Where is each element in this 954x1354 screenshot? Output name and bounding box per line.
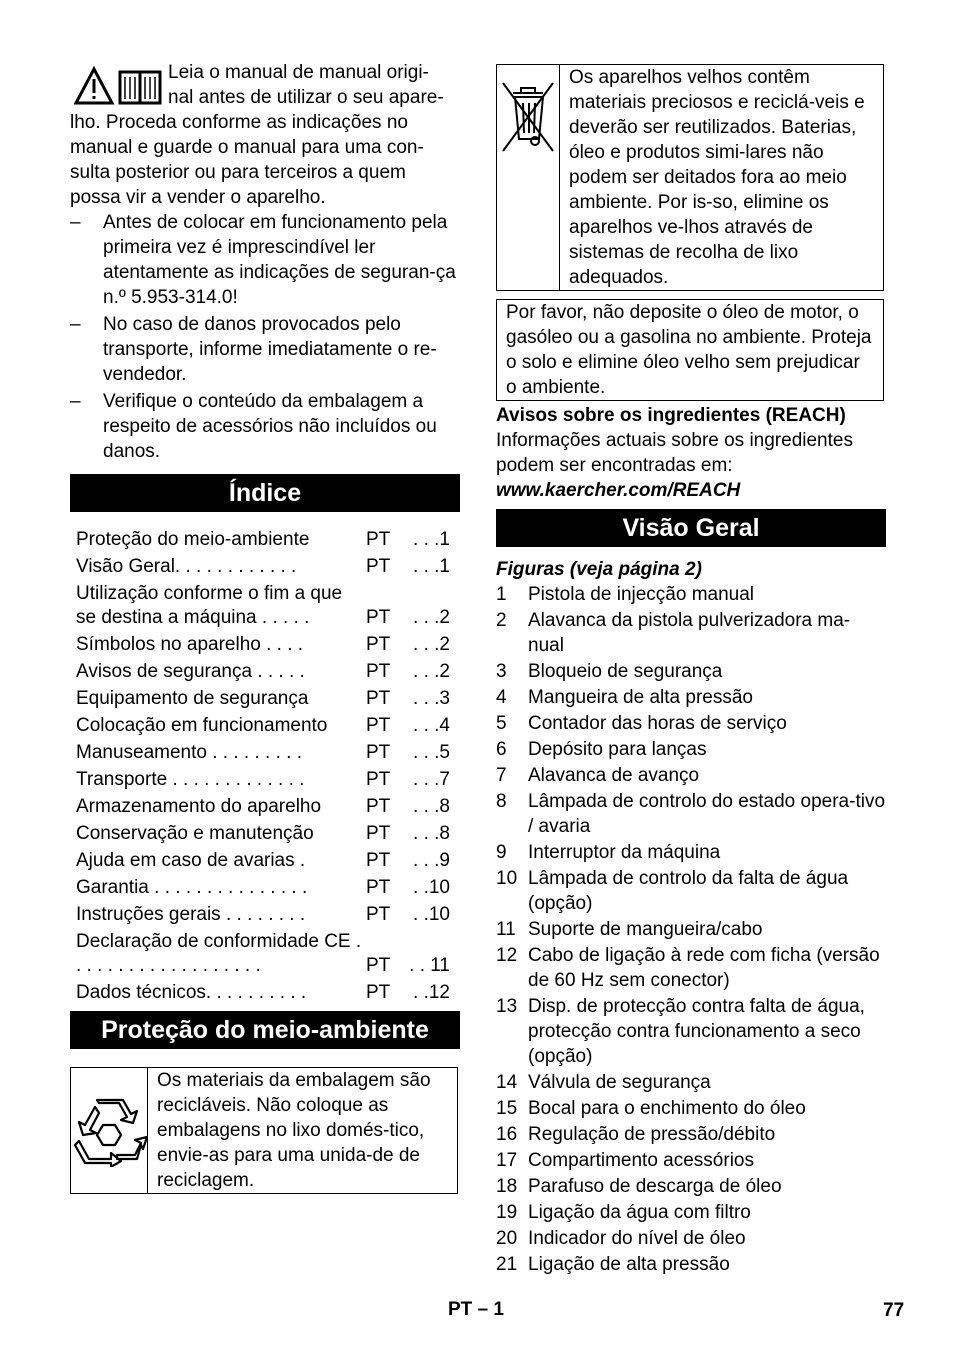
indice-heading: Índice — [70, 474, 460, 512]
toc-title: Instruções gerais . . . . . . . . — [76, 904, 306, 925]
toc-lang: PT — [366, 661, 391, 682]
toc-row[interactable] — [76, 903, 460, 927]
left-column — [70, 60, 460, 1194]
list-item: 16 Regulação de pressão/débito — [496, 1124, 776, 1145]
toc-row[interactable] — [76, 981, 460, 1005]
toc-title: Dados técnicos. . . . . . . . . . — [76, 982, 307, 1003]
toc-row[interactable] — [76, 714, 460, 738]
list-item: 18 Parafuso de descarga de óleo — [496, 1176, 782, 1197]
toc-page: . .10 — [413, 904, 450, 925]
toc-page: . .12 — [413, 982, 450, 1003]
toc-title: Utilização conforme o fim a que se destina a máquina . . . . . — [76, 583, 343, 628]
list-item: 4 Mangueira de alta pressão — [496, 687, 753, 708]
toc-lang: PT — [366, 955, 391, 976]
toc-title: Declaração de conformidade CE . . . . . . . . . . . . . . . . . . . — [76, 931, 362, 976]
toc-page: . . .3 — [413, 688, 450, 709]
intro-text: lho. Proceda conforme as indicações no manual e guarde o manual para uma con-sulta posterior ou para terceiros a quem possa vir a vender o aparelho. — [70, 112, 424, 208]
list-item: 15 Bocal para o enchimento do óleo — [496, 1098, 806, 1119]
toc-page: . .10 — [413, 877, 450, 898]
toc-title: Manuseamento . . . . . . . . . — [76, 742, 302, 763]
intro-line-1: Leia o manual de manual origi- — [168, 62, 429, 83]
toc-row[interactable] — [76, 849, 460, 873]
toc-title: Conservação e manutenção — [76, 823, 314, 844]
list-item: 5 Contador das horas de serviço — [496, 713, 787, 734]
toc-lang: PT — [366, 823, 391, 844]
list-item: – Verifique o conteúdo da embalagem a respeito de acessórios não incluídos ou danos. — [70, 389, 460, 464]
toc-lang: PT — [366, 982, 391, 1003]
toc-lang: PT — [366, 715, 391, 736]
toc-page: . . .2 — [413, 607, 450, 628]
reach-title: Avisos sobre os ingredientes (REACH) — [496, 405, 846, 426]
oil-notice: Por favor, não deposite o óleo de motor, o gasóleo ou a gasolina no ambiente. Proteja o solo e elimine óleo velho sem prejudicar o ambiente. — [496, 299, 884, 401]
toc-page: . . .2 — [413, 634, 450, 655]
toc-title: Garantia . . . . . . . . . . . . . . . — [76, 877, 308, 898]
toc-page: . . .9 — [413, 850, 450, 871]
toc-row[interactable] — [76, 876, 460, 900]
weee-notice — [496, 64, 884, 291]
figures-caption: Figuras (veja página 2) — [496, 559, 702, 580]
toc-lang: PT — [366, 529, 391, 550]
toc-lang: PT — [366, 796, 391, 817]
list-item: 11 Suporte de mangueira/cabo — [496, 919, 763, 940]
toc-row[interactable] — [76, 822, 460, 846]
list-item: 9 Interruptor da máquina — [496, 842, 721, 863]
toc-row[interactable] — [76, 741, 460, 765]
toc-title: Proteção do meio-ambiente — [76, 529, 310, 550]
components-list — [496, 582, 886, 1277]
toc-page: . . .7 — [413, 769, 450, 790]
list-item: 1 Pistola de injecção manual — [496, 584, 755, 605]
page-number: 77 — [883, 1300, 905, 1321]
list-item: 20 Indicador do nível de óleo — [496, 1228, 746, 1249]
table-of-contents — [70, 528, 460, 1005]
toc-title: Equipamento de segurança — [76, 688, 309, 709]
toc-row[interactable] — [76, 768, 460, 792]
recycle-text: Os materiais da embalagem são recicláveis. Não coloque as embalagens no lixo domés-tico, envie-as para uma unida-de de reciclagem. — [157, 1070, 431, 1191]
toc-title: Colocação em funcionamento — [76, 715, 328, 736]
list-item: 21 Ligação de alta pressão — [496, 1254, 730, 1275]
recycle-notice — [70, 1067, 458, 1194]
toc-title: Avisos de segurança . . . . . — [76, 661, 305, 682]
list-item: – No caso de danos provocados pelo transporte, informe imediatamente o re-vendedor. — [70, 312, 460, 387]
toc-page: . . .2 — [413, 661, 450, 682]
toc-page: . . .4 — [413, 715, 450, 736]
list-item: 3 Bloqueio de segurança — [496, 661, 723, 682]
reach-link[interactable]: www.kaercher.com/REACH — [496, 480, 741, 501]
toc-title: Visão Geral. . . . . . . . . . . . — [76, 556, 297, 577]
list-item: 14 Válvula de segurança — [496, 1072, 711, 1093]
intro-block — [70, 60, 460, 464]
crossed-bin-icon — [497, 79, 559, 155]
toc-lang: PT — [366, 688, 391, 709]
list-item: 6 Depósito para lanças — [496, 739, 707, 760]
footer-section-label: PT – 1 — [448, 1299, 504, 1320]
toc-row[interactable] — [76, 555, 460, 579]
list-item: – Antes de colocar em funcionamento pela primeira vez é imprescindível ler atentamente as indicações de seguran-ça n.º 5.953-314.0! — [70, 210, 460, 310]
visao-heading: Visão Geral — [496, 509, 886, 547]
toc-page: . . .1 — [413, 529, 450, 550]
toc-page: . . .8 — [413, 796, 450, 817]
toc-row[interactable] — [76, 633, 460, 657]
toc-page: . . .1 — [413, 556, 450, 577]
toc-title: Ajuda em caso de avarias . — [76, 850, 306, 871]
toc-lang: PT — [366, 850, 391, 871]
warning-manual-icon — [74, 66, 162, 106]
toc-title: Armazenamento do aparelho — [76, 796, 322, 817]
right-column — [496, 64, 886, 1278]
toc-lang: PT — [366, 742, 391, 763]
recycle-icon-cell — [71, 1068, 148, 1193]
toc-lang: PT — [366, 904, 391, 925]
toc-page: . . 11 — [409, 955, 450, 976]
toc-row[interactable] — [76, 582, 460, 630]
list-item: 13 Disp. de protecção contra falta de água, protecção contra funcionamento a seco (opção) — [496, 996, 865, 1067]
toc-lang: PT — [366, 634, 391, 655]
weee-icon-cell — [497, 65, 560, 290]
toc-row[interactable] — [76, 660, 460, 684]
intro-list — [70, 210, 460, 464]
toc-lang: PT — [366, 556, 391, 577]
intro-line-2: nal antes de utilizar o seu apare- — [168, 87, 444, 108]
weee-text: Os aparelhos velhos contêm materiais preciosos e reciclá-veis e deverão ser reutilizados. Baterias, óleo e produtos simi-lares não podem ser deitados fora ao meio ambiente. Por is-so, elimine os aparelhos ve-lhos através de sistemas de recolha de lixo adequados. — [569, 67, 865, 288]
toc-title: Símbolos no aparelho . . . . — [76, 634, 304, 655]
list-item: 12 Cabo de ligação à rede com ficha (versão de 60 Hz sem conector) — [496, 945, 880, 991]
toc-row[interactable] — [76, 528, 460, 552]
recycle-icon — [71, 1095, 147, 1167]
list-item: 10 Lâmpada de controlo da falta de água (opção) — [496, 868, 849, 914]
toc-lang: PT — [366, 607, 391, 628]
list-item: 2 Alavanca da pistola pulverizadora ma-nual — [496, 610, 851, 656]
toc-row[interactable] — [76, 687, 460, 711]
toc-row[interactable] — [76, 930, 460, 978]
protecao-heading: Proteção do meio-ambiente — [70, 1011, 460, 1049]
list-item: 8 Lâmpada de controlo do estado opera-tivo / avaria — [496, 791, 886, 837]
toc-page: . . .5 — [413, 742, 450, 763]
toc-title: Transporte . . . . . . . . . . . . . — [76, 769, 305, 790]
list-item: 17 Compartimento acessórios — [496, 1150, 754, 1171]
reach-text: Informações actuais sobre os ingredientes podem ser encontradas em: — [496, 430, 853, 476]
toc-lang: PT — [366, 877, 391, 898]
list-item: 19 Ligação da água com filtro — [496, 1202, 751, 1223]
toc-row[interactable] — [76, 795, 460, 819]
toc-page: . . .8 — [413, 823, 450, 844]
toc-lang: PT — [366, 769, 391, 790]
list-item: 7 Alavanca de avanço — [496, 765, 700, 786]
